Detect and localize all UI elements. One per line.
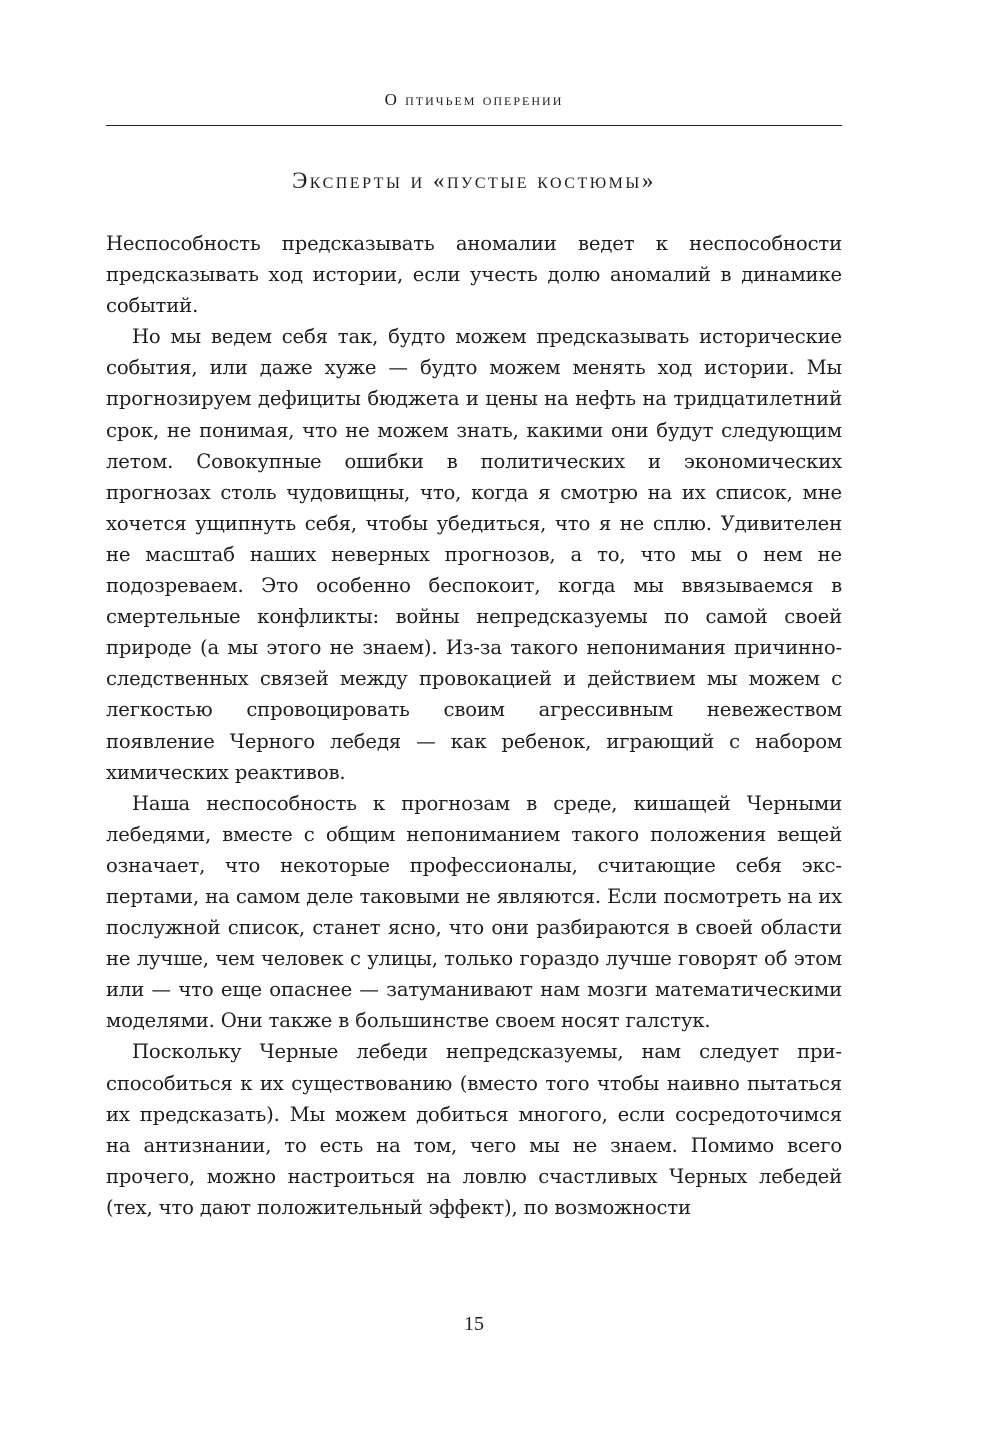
paragraph: Но мы ведем себя так, будто можем предсказывать исторические события, или даже хуже — будто можем менять ход истории. Мы прогнозируем дефициты бюджета и цены на нефть на тридцатилетний срок, не понимая, что не можем знать, какими они будут следующим летом. Совокупные ошибки в политических и экономических прогнозах столь чудовищны, что, когда я смотрю на их список, мне хочется ущипнуть себя, чтобы убедиться, что я не сплю. Удивителен не масштаб наших неверных прогнозов, а то, что мы о нем не подозреваем. Это особенно беспокоит, когда мы ввязываемся в смертельные конфликты: войны непредсказуемы по самой своей природе (а мы этого не знаем). Из-за такого непонимания причинно-следственных связей между провокацией и действием мы можем с легкостью спровоцировать своим агрессивным невежеством появление Черного лебедя — как ребенок, играющий с набором химических реактивов. bbox=[106, 325, 842, 784]
page-number: 15 bbox=[464, 1313, 484, 1335]
header-rule bbox=[106, 125, 842, 126]
section-title: Эксперты и «пустые костюмы» bbox=[292, 168, 656, 193]
paragraph: Неспособность предсказывать аномалии ведет к неспособности предсказывать ход истории, если учесть долю аномалий в динамике событий. bbox=[106, 232, 842, 318]
paragraph: Наша неспособность к прогнозам в среде, кишащей Черными лебедями, вместе с общим непониманием такого положения вещей означает, что некоторые профессионалы, считающие себя экспертами, на самом деле таковыми не являются. Если посмотреть на их послужной список, станет ясно, что они разбираются в своей области не лучше, чем человек с улицы, только гораздо лучше говорят об этом или — что еще опаснее — затуманивают нам мозги математическими моделями. Они также в большинстве своем носят галстук. bbox=[106, 791, 842, 1033]
running-head: О птичьем оперении bbox=[384, 90, 564, 109]
paragraph: Поскольку Черные лебеди непредсказуемы, нам следует приспособиться к их существованию (вместо того чтобы наивно пытаться их предсказать). Мы можем добиться многого, если сосредоточимся на антизнании, то есть на том, чего мы не знаем. Помимо всего прочего, можно настроиться на ловлю счастливых Черных лебедей (тех, что дают положительный эффект), по возможности bbox=[106, 1040, 842, 1219]
body-text bbox=[106, 228, 842, 1223]
